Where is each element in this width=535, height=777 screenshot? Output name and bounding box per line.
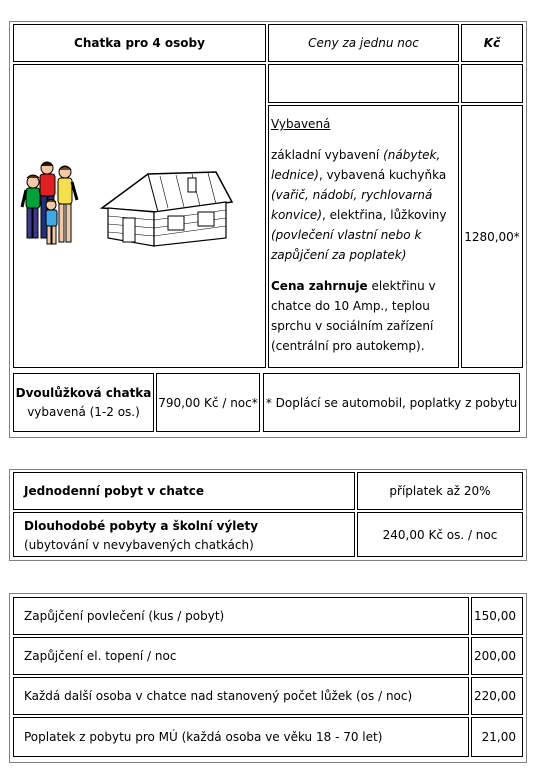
equipment-description (268, 105, 459, 368)
surcharge-note: * Doplácí se automobil, poplatky z pobytu (263, 373, 520, 432)
cabin-type-header: Chatka pro 4 osoby (13, 24, 266, 62)
one-day-stay-label: Jednodenní pobyt v chatce (13, 472, 355, 510)
fee-row-linen-value: 150,00 (471, 597, 523, 635)
fee-row-linen-label: Zapůjčení povlečení (kus / pobyt) (13, 597, 469, 635)
empty-cell (268, 64, 459, 103)
price-includes: Cena zahrnuje elektřinu v chatce do 10 Amp., teplou sprchu v sociálním zařízení (centrální pro autokemp). (271, 279, 436, 353)
one-day-stay-value: příplatek až 20% (357, 472, 523, 510)
cabin-price: 1280,00* (461, 105, 523, 368)
double-cabin-price: 790,00 Kč / noc* (156, 373, 260, 432)
fee-row-heater-value: 200,00 (471, 637, 523, 675)
log-cabin-clipart-icon (98, 168, 235, 250)
price-per-night-header: Ceny za jednu noc (268, 24, 459, 62)
long-stay-label: Dlouhodobé pobyty a školní výlety (ubytování v nevybavených chatkách) (13, 512, 355, 557)
fee-row-extra-person-value: 220,00 (471, 677, 523, 715)
double-cabin-label: Dvoulůžková chatka vybavená (1-2 os.) (13, 373, 154, 432)
cabin-illustration-cell (13, 64, 266, 368)
fee-row-city-tax-value: 21,00 (471, 717, 523, 757)
family-clipart-icon (19, 160, 81, 255)
empty-cell (461, 64, 523, 103)
currency-header: Kč (461, 24, 523, 62)
fee-row-extra-person-label: Každá další osoba v chatce nad stanovený počet lůžek (os / noc) (13, 677, 469, 715)
equipment-title: Vybavená (271, 117, 331, 131)
fee-row-heater-label: Zapůjčení el. topení / noc (13, 637, 469, 675)
long-stay-value: 240,00 Kč os. / noc (357, 512, 523, 557)
fee-row-city-tax-label: Poplatek z pobytu pro MÚ (každá osoba ve věku 18 - 70 let) (13, 717, 469, 757)
equipment-list: základní vybavení (nábytek, lednice), vybavená kuchyňka (vařič, nádobí, rychlovarná konvice), elektřina, lůžkoviny (povlečení vlastní nebo k zapůjčení za poplatek) (271, 148, 447, 262)
